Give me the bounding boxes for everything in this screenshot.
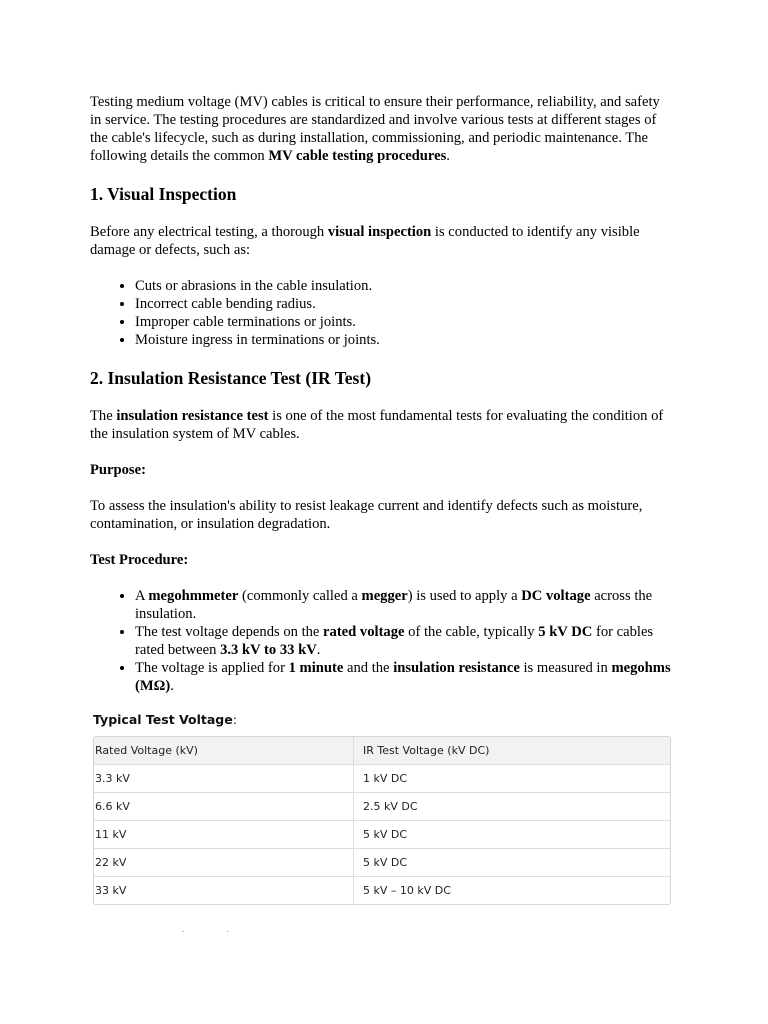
list-item: • A megohmmeter (commonly called a megger) is used to apply a DC voltage across the insulation. <box>135 587 674 623</box>
table-cell: 5 kV DC <box>354 849 670 877</box>
intro-text-2: . <box>446 148 450 164</box>
section-1-heading: 1. Visual Inspection <box>90 184 237 204</box>
table-cell: 6.6 kV <box>94 793 354 821</box>
test-voltage-table <box>93 736 671 905</box>
s2-text-2: is one of the most fundamental tests for evaluating the condition of the insulation system of MV cables. <box>90 408 664 442</box>
list-item: • Incorrect cable bending radius. <box>135 295 674 313</box>
caption-rest: : <box>232 712 237 727</box>
cropped-text-fragment: . . <box>182 924 249 934</box>
section-1-paragraph <box>90 223 674 259</box>
list-item: • Cuts or abrasions in the cable insulation. <box>135 277 674 295</box>
table-row <box>94 793 670 821</box>
s1-text-1: Before any electrical testing, a thorough <box>90 224 328 240</box>
intro-text-1: Testing medium voltage (MV) cables is critical to ensure their performance, reliability, and safety in service. The testing procedures are standardized and involve various tests at different stages of the cable's lifecycle, such as during installation, commissioning, and periodic maintenance. The following details the common <box>90 94 660 164</box>
table-cell: 22 kV <box>94 849 354 877</box>
purpose-paragraph: To assess the insulation's ability to resist leakage current and identify defects such as moisture, contamination, or insulation degradation. <box>90 498 643 532</box>
s1-bold-1: visual inspection <box>327 224 432 240</box>
list-item: • The test voltage depends on the rated voltage of the cable, typically 5 kV DC for cables rated between 3.3 kV to 33 kV. <box>135 623 674 659</box>
section-2-paragraph <box>90 407 674 443</box>
s2-text-1: The <box>90 408 117 424</box>
purpose-label: Purpose: <box>90 462 146 478</box>
list-item: • Improper cable terminations or joints. <box>135 313 674 331</box>
table-cell: 33 kV <box>94 877 354 904</box>
table-cell: 11 kV <box>94 821 354 849</box>
intro-bold-1: MV cable testing procedures <box>268 148 447 164</box>
table-header-row <box>94 737 670 765</box>
table-caption <box>93 712 671 728</box>
table-row <box>94 765 670 793</box>
caption-strong: Typical Test Voltage <box>93 712 233 727</box>
table-cell: 5 kV – 10 kV DC <box>363 884 451 897</box>
test-procedure-list <box>90 587 674 695</box>
table-cell: 5 kV DC <box>354 821 670 849</box>
column-header: IR Test Voltage (kV DC) <box>354 737 670 765</box>
column-header: Rated Voltage (kV) <box>94 737 354 765</box>
visual-inspection-list <box>90 277 674 349</box>
s1-text-2: is conducted to identify any visible damage or defects, such as: <box>90 224 640 258</box>
intro-paragraph <box>90 93 674 165</box>
test-procedure-label: Test Procedure: <box>90 552 189 568</box>
s2-bold-1: insulation resistance test <box>116 408 269 424</box>
document-body <box>90 93 674 905</box>
test-voltage-table-block <box>93 712 671 905</box>
table-cell: 3.3 kV <box>94 765 354 793</box>
table-row <box>94 877 670 904</box>
table-row <box>94 849 670 877</box>
list-item: • Moisture ingress in terminations or joints. <box>135 331 674 349</box>
table-cell: 1 kV DC <box>354 765 670 793</box>
table-cell: 2.5 kV DC <box>354 793 670 821</box>
list-item: • The voltage is applied for 1 minute and the insulation resistance is measured in megohms (MΩ). <box>135 659 674 695</box>
table-row <box>94 821 670 849</box>
section-2-heading: 2. Insulation Resistance Test (IR Test) <box>90 368 372 388</box>
